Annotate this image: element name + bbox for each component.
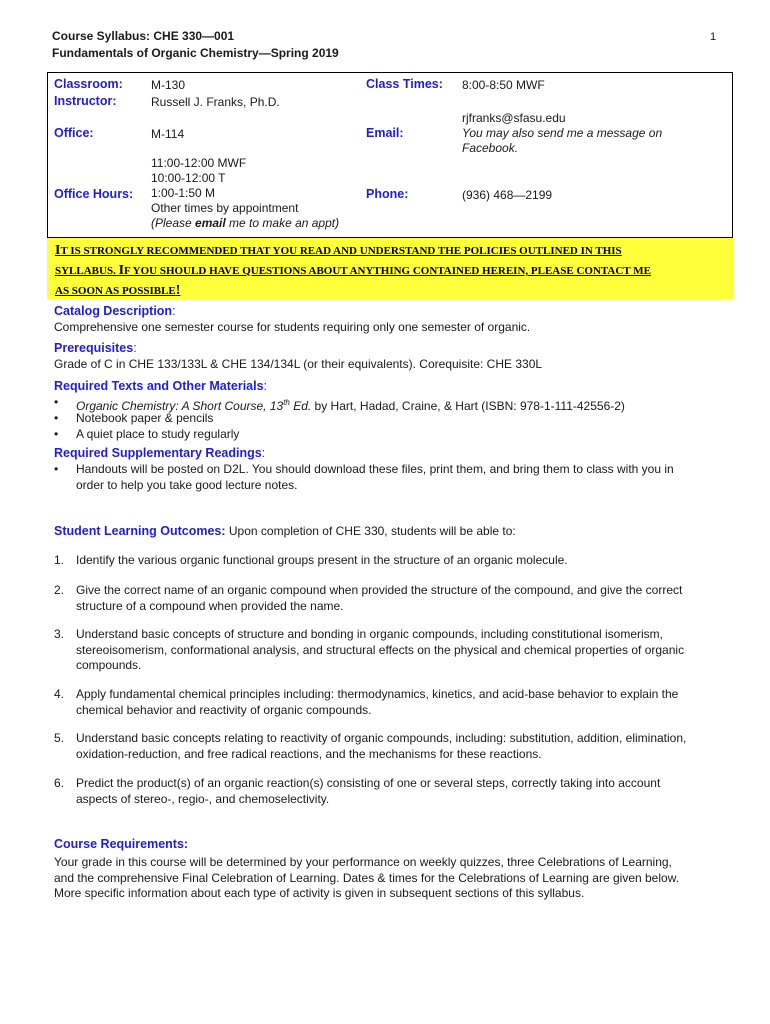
phone-label: Phone: — [366, 187, 409, 201]
policy-notice-line: IT IS STRONGLY RECOMMENDED THAT YOU READ AND UNDERSTAND THE POLICIES OUTLINED IN THIS — [55, 243, 622, 258]
prerequisites-heading: Prerequisites: — [54, 341, 137, 355]
learning-outcomes-intro: Student Learning Outcomes: Upon completion of CHE 330, students will be able to: — [54, 524, 516, 538]
prerequisites-text: Grade of C in CHE 133/133L & CHE 134/134L (or their equivalents). Corequisite: CHE 330L — [54, 357, 543, 371]
instructor-value: Russell J. Franks, Ph.D. — [151, 95, 280, 109]
classroom-label: Classroom: — [54, 77, 123, 91]
policy-notice-line: AS SOON AS POSSIBLE! — [55, 283, 181, 298]
bullet-icon: • — [54, 462, 59, 476]
catalog-description-heading: Catalog Description: — [54, 304, 176, 318]
office-hours-line: 10:00-12:00 T — [151, 171, 226, 185]
office-hours-line: 11:00-12:00 MWF — [151, 156, 247, 170]
email-note-line: Facebook. — [462, 141, 519, 155]
class-times-value: 8:00-8:50 MWF — [462, 78, 545, 92]
bullet-icon: • — [54, 411, 59, 425]
textbook-entry: Organic Chemistry: A Short Course, 13th Ed. by Hart, Hadad, Craine, & Hart (ISBN: 978-1-111-42556-2) — [76, 398, 625, 413]
email-block — [462, 111, 662, 156]
email-label: Email: — [366, 126, 404, 140]
instructor-label: Instructor: — [54, 94, 117, 108]
document-header — [52, 28, 339, 62]
email-note-line: You may also send me a message on — [462, 126, 663, 140]
class-times-label: Class Times: — [366, 77, 443, 91]
classroom-value: M-130 — [151, 78, 186, 92]
email-emphasis: email — [195, 216, 226, 230]
course-subtitle-line: Fundamentals of Organic Chemistry—Spring 2019 — [52, 46, 339, 60]
bullet-icon: • — [54, 427, 59, 441]
course-title-line: Course Syllabus: CHE 330—001 — [52, 29, 235, 43]
supplementary-readings-heading: Required Supplementary Readings: — [54, 446, 266, 460]
catalog-description-text: Comprehensive one semester course for students requiring only one semester of organic. — [54, 320, 531, 334]
phone-value: (936) 468—2199 — [462, 188, 553, 202]
learning-outcomes-heading: Student Learning Outcomes: — [54, 524, 226, 538]
office-hours-note: (Please email me to make an appt) — [151, 216, 340, 230]
office-hours-line: 1:00-1:50 M — [151, 186, 216, 200]
page-number: 1 — [710, 31, 717, 43]
syllabus-page: Course Syllabus: CHE 330—001 Fundamentals of Organic Chemistry—Spring 2019 1 Classroom: M-130 Instructor: Russell J. Franks, Ph.D. Office: M-114 Office Hours: 11:00-12:00 MWF 10:00-12:00 T 1:00-1:50 M Other times by appointment (Please email me to make an appt) Class Times: 8:00-8:50 MWF Email: rjfranks@sfasu.edu You may also send me a message on Facebook. Phone: (936) 468—2199 IT IS STRONGLY RECOMMENDED THAT YOU READ AND UNDERSTAND THE POLICIES OUTLINED IN THIS SYLLABUS. IF YOU SHOULD HAVE QUESTIONS ABOUT ANYTHING CONTAINED HEREIN, PLEASE CONTACT ME AS SOON AS POSSIBLE! Catalog Description: Comprehensive one semester course for students requiring only one semester of organic. Prerequisites: Grade of C in CHE 133/133L & CHE 134/134L (or their equivalents). Corequisite: CHE 330L Required Texts and Other Materials: • Organic Chemistry: A Short Course, 13th Ed. by Hart, Hadad, Craine, & Hart (ISBN: 978-1-111-42556-2) • Notebook paper & pencils • A quiet place to study regularly Required Supplementary Readings: • Handouts will be posted on D2L. You should download these files, print them, and bring them to class with you in order to help you take good lecture notes. Student Learning Outcomes: Upon completion of CHE 330, students will be able to: 1. Identify the various organic functional groups present in the structure of an organic molecule. 2. Give the correct name of an organic compound when provided the structure of the compound, and give the correct structure of a compound when provided the name. 3. Understand basic concepts of structure and bonding in organic compounds, including constitutional isomerism, stereoisomerism, conformational analysis, and structural effects on the physical and chemical properties of organic compounds. 4. Apply fundamental chemical principles including: thermodynamics, kinetics, and acid-base behavior to explain the chemical behavior and reactivity of organic compounds. 5. Understand basic concepts relating to reactivity of organic compounds, including: substitution, addition, elimination, oxidation-reduction, and free radical reactions, and the mechanisms for these reactions. 6. Predict the product(s) of an organic reaction(s) consisting of one or several steps, correctly taking into account aspects of stereo-, regio-, and chemoselectivity. Course Requirements: Your grade in this course will be determined by your performance on weekly quizzes, three Celebrations of Learning, and the comprehensive Final Celebration of Learning. Dates & times for the Celebrations of Learning are given below. More specific information about each type of activity is given in subsequent sections of this syllabus. — [0, 0, 770, 1024]
course-requirements-heading: Course Requirements: — [54, 837, 189, 851]
office-hours-block — [151, 156, 339, 231]
email-address[interactable]: rjfranks@sfasu.edu — [462, 111, 566, 125]
policy-notice-line: SYLLABUS. IF YOU SHOULD HAVE QUESTIONS ABOUT ANYTHING CONTAINED HEREIN, PLEASE CONTACT ME — [55, 263, 651, 278]
course-requirements-text: Your grade in this course will be determined by your performance on weekly quizzes, three Celebrations of Learning, and the comprehensive Final Celebration of Learning. Dates & times for the Celebrations of Learning are given below. More specific information about each type of activity is given in subsequent sections of this syllabus. — [54, 855, 680, 900]
office-label: Office: — [54, 126, 94, 140]
office-hours-line: Other times by appointment — [151, 201, 299, 215]
bullet-icon: • — [54, 395, 59, 409]
required-texts-heading: Required Texts and Other Materials: — [54, 379, 268, 393]
policy-notice-banner — [47, 238, 733, 299]
office-value: M-114 — [151, 127, 185, 141]
office-hours-label: Office Hours: — [54, 187, 134, 201]
